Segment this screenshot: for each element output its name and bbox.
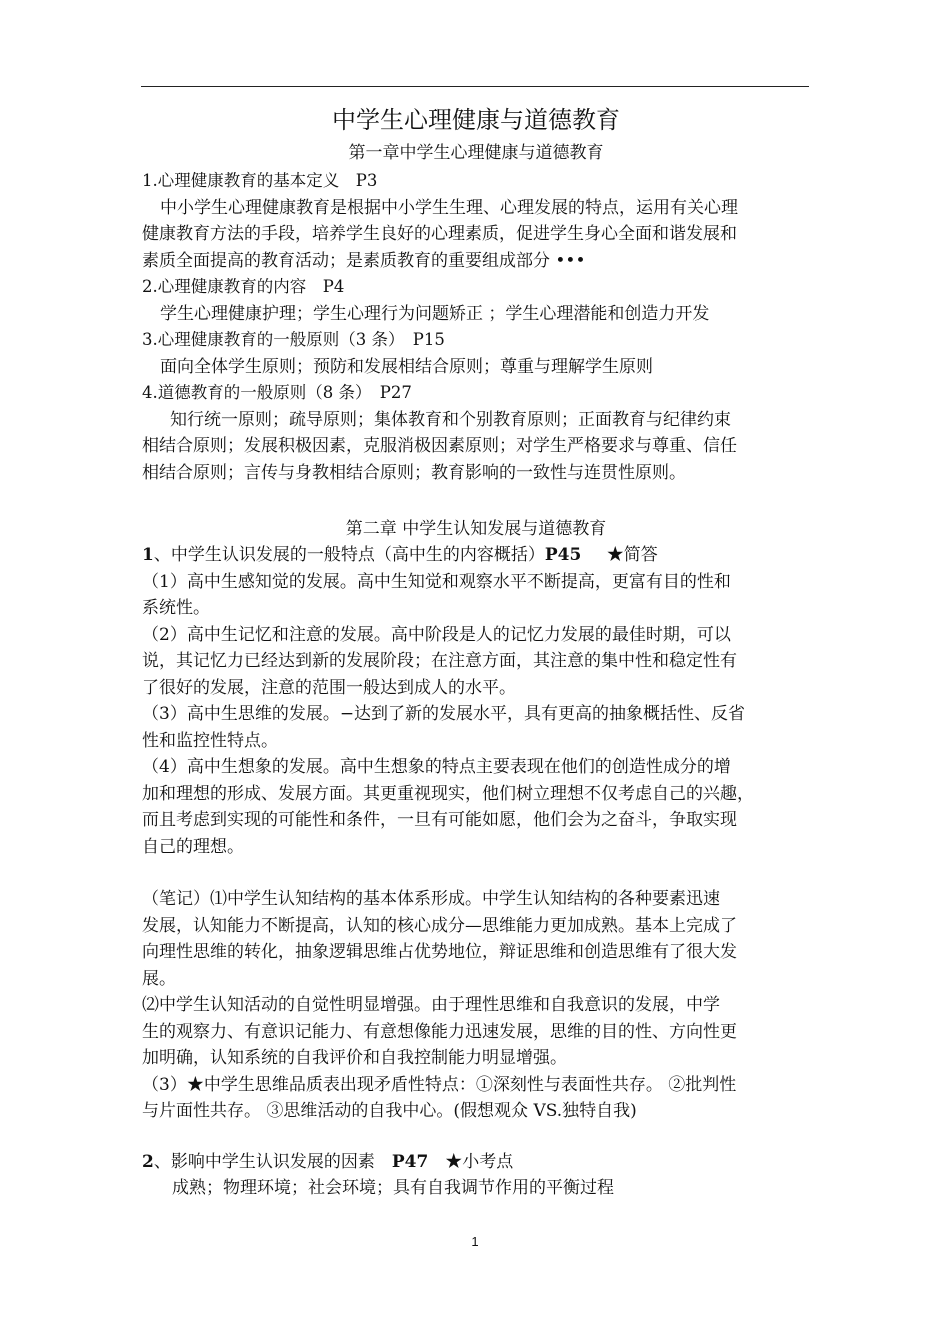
paragraph-line: （2）高中生记忆和注意的发展。高中阶段是人的记忆力发展的最佳时期，可以 — [142, 624, 731, 645]
spacer — [142, 1125, 810, 1149]
paragraph-line: （1）高中生感知觉的发展。高中生知觉和观察水平不断提高，更富有目的性和 — [142, 571, 731, 592]
paragraph-line: 相结合原则；言传与身教相结合原则；教育影响的一致性与连贯性原则。 — [142, 462, 686, 483]
question-tag: ★小考点 — [445, 1151, 514, 1172]
paragraph-line: 性和监控性特点。 — [142, 730, 278, 751]
note-line: 向理性思维的转化，抽象逻辑思维占优势地位，辩证思维和创造思维有了很大发 — [142, 942, 737, 962]
question-text: 、影响中学生认识发展的因素 — [153, 1151, 375, 1172]
section-heading: 4.道德教育的一般原则（8 条） P27 — [142, 383, 412, 402]
paragraph-line: 相结合原则；发展积极因素，克服消极因素原则；对学生严格要求与尊重、信任 — [142, 436, 737, 456]
section-heading: 3.心理健康教育的一般原则（3 条） P15 — [142, 330, 445, 349]
note-line: （3）★中学生思维品质表出现矛盾性特点：①深刻性与表面性共存。 ②批判性 — [142, 1074, 737, 1095]
page-number: 1 — [471, 1234, 479, 1249]
chapter-2-title: 第二章 中学生认知发展与道德教育 — [345, 519, 607, 539]
question-text: 、中学生认识发展的一般特点（高中生的内容概括） — [153, 545, 545, 565]
question-1-heading — [142, 542, 810, 569]
paragraph-line: 学生心理健康护理；学生心理行为问题矫正 ；学生心理潜能和创造力开发 — [160, 303, 710, 324]
paragraph-line: 素质全面提高的教育活动；是素质教育的重要组成部分 ••• — [142, 250, 586, 271]
paragraph-line: 而且考虑到实现的可能性和条件，一旦有可能如愿，他们会为之奋斗，争取实现 — [142, 810, 737, 830]
paragraph-line: 说，其记忆力已经达到新的发展阶段；在注意方面，其注意的集中性和稳定性有 — [142, 651, 737, 671]
note-line: 发展，认知能力不断提高，认知的核心成分—思维能力更加成熟。基本上完成了 — [142, 915, 737, 936]
paragraph-line: 成熟；物理环境；社会环境；具有自我调节作用的平衡过程 — [172, 1178, 614, 1198]
chapter-1-title: 第一章中学生心理健康与道德教育 — [348, 143, 604, 163]
note-line: 展。 — [142, 968, 176, 989]
question-tag: ★简答 — [606, 545, 658, 565]
question-number: 1 — [142, 545, 154, 565]
note-line: 生的观察力、有意识记能力、有意想像能力迅速发展，思维的目的性、方向性更 — [142, 1021, 737, 1042]
header-rule — [141, 86, 809, 87]
paragraph-line: 面向全体学生原则；预防和发展相结合原则；尊重与理解学生原则 — [160, 356, 653, 377]
paragraph-line: 系统性。 — [142, 598, 210, 618]
paragraph-line: 健康教育方法的手段，培养学生良好的心理素质，促进学生身心全面和谐发展和 — [142, 224, 737, 244]
paragraph-line: 自己的理想。 — [142, 836, 244, 857]
note-line: （笔记）⑴中学生认知结构的基本体系形成。中学生认知结构的各种要素迅速 — [142, 889, 720, 909]
note-line: 与片面性共存。 ③思维活动的自我中心。(假想观众 VS.独特自我) — [142, 1101, 637, 1121]
page-reference: P47 — [391, 1151, 429, 1172]
paragraph-line: 了很好的发展，注意的范围一般达到成人的水平。 — [142, 677, 516, 698]
document-title: 中学生心理健康与道德教育 — [332, 106, 620, 134]
paragraph-line: 中小学生心理健康教育是根据中小学生生理、心理发展的特点，运用有关心理 — [160, 197, 738, 218]
spacer — [142, 860, 810, 886]
note-line: 加明确，认知系统的自我评价和自我控制能力明显增强。 — [142, 1048, 567, 1068]
section-heading: 1.心理健康教育的基本定义 P3 — [142, 171, 378, 190]
document-body — [142, 102, 810, 1202]
section-heading: 2.心理健康教育的内容 P4 — [142, 277, 345, 296]
paragraph-line: 加和理想的形成、发展方面。其更重视现实，他们树立理想不仅考虑自己的兴趣， — [142, 783, 754, 804]
paragraph-line: 知行统一原则；疏导原则；集体教育和个别教育原则；正面教育与纪律约束 — [170, 409, 731, 430]
question-2-heading — [142, 1149, 810, 1176]
paragraph-line: （4）高中生想象的发展。高中生想象的特点主要表现在他们的创造性成分的增 — [142, 757, 731, 777]
question-number: 2 — [142, 1151, 154, 1172]
paragraph-line: （3）高中生思维的发展。−达到了新的发展水平，具有更高的抽象概括性、反省 — [142, 704, 746, 724]
page-reference: P45 — [544, 545, 582, 565]
note-line: ⑵中学生认知活动的自觉性明显增强。由于理性思维和自我意识的发展，中学 — [142, 995, 720, 1015]
